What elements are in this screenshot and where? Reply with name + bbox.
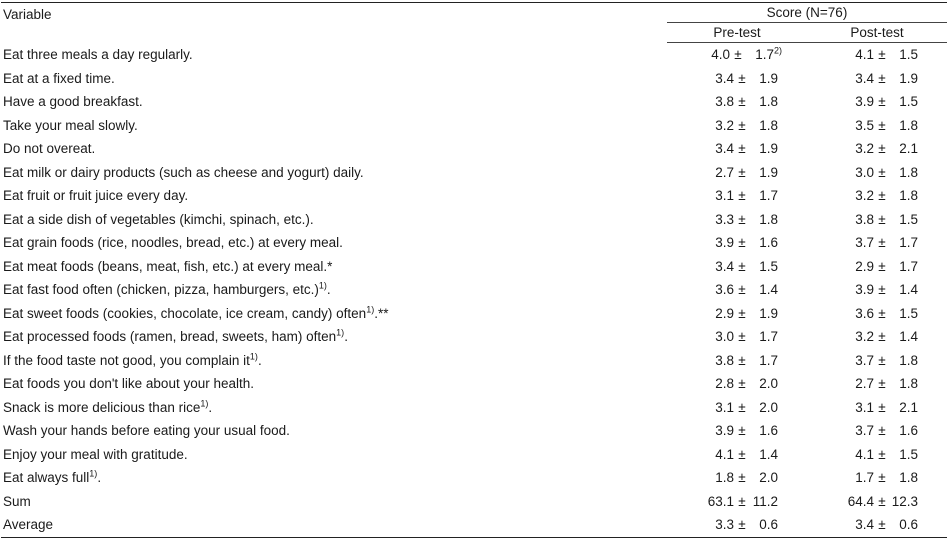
pre-mean: 63.1 bbox=[707, 493, 734, 509]
row-label bbox=[1, 396, 667, 420]
table-body bbox=[1, 43, 947, 538]
plus-minus: ± bbox=[878, 117, 886, 133]
pre-sd: 1.9 bbox=[759, 141, 778, 157]
post-sd: 0.6 bbox=[899, 517, 918, 533]
post-mean: 3.8 bbox=[855, 211, 874, 227]
post-test-value bbox=[807, 255, 947, 279]
pre-mean: 3.1 bbox=[715, 399, 734, 415]
pre-sd: 1.8 bbox=[759, 211, 778, 227]
post-mean: 1.7 bbox=[855, 470, 874, 486]
pre-sd: 0.6 bbox=[759, 517, 778, 533]
plus-minus: ± bbox=[878, 352, 886, 368]
row-label-text: Eat fast food often (chicken, pizza, hamburgers, etc.) bbox=[3, 282, 319, 298]
score-table bbox=[1, 2, 947, 538]
pre-test-header: Pre-test bbox=[667, 23, 807, 43]
pre-sd: 1.9 bbox=[759, 305, 778, 321]
row-label-text: Have a good breakfast. bbox=[3, 94, 143, 110]
pre-test-value bbox=[667, 90, 807, 114]
row-label-text: Eat always full bbox=[3, 470, 90, 486]
pre-sd: 1.6 bbox=[759, 423, 778, 439]
pre-sd: 1.9 bbox=[759, 164, 778, 180]
row-label-text: Do not overeat. bbox=[3, 141, 96, 157]
plus-minus: ± bbox=[734, 47, 742, 63]
post-sd: 1.8 bbox=[899, 117, 918, 133]
row-label-text: Enjoy your meal with gratitude. bbox=[3, 446, 188, 462]
row-label-text: Eat a side dish of vegetables (kimchi, spinach, etc.). bbox=[3, 211, 314, 227]
variable-header: Variable bbox=[1, 3, 667, 43]
table-row bbox=[1, 513, 947, 537]
row-label bbox=[1, 208, 667, 232]
plus-minus: ± bbox=[878, 258, 886, 274]
table-row bbox=[1, 184, 947, 208]
plus-minus: ± bbox=[738, 282, 746, 298]
post-sd: 1.5 bbox=[899, 47, 918, 63]
pre-mean: 1.8 bbox=[715, 470, 734, 486]
post-mean: 3.9 bbox=[855, 94, 874, 110]
plus-minus: ± bbox=[878, 164, 886, 180]
pre-test-value bbox=[667, 372, 807, 396]
post-mean: 3.7 bbox=[855, 235, 874, 251]
post-mean: 3.2 bbox=[855, 329, 874, 345]
post-mean: 3.1 bbox=[855, 399, 874, 415]
plus-minus: ± bbox=[878, 376, 886, 392]
row-label bbox=[1, 302, 667, 326]
post-test-value bbox=[807, 302, 947, 326]
post-test-header: Post-test bbox=[807, 23, 947, 43]
pre-mean: 2.9 bbox=[715, 305, 734, 321]
post-test-value bbox=[807, 67, 947, 91]
table-row bbox=[1, 490, 947, 514]
row-label bbox=[1, 43, 667, 67]
pre-mean: 3.8 bbox=[715, 352, 734, 368]
row-label bbox=[1, 67, 667, 91]
row-label-text: Eat fruit or fruit juice every day. bbox=[3, 188, 189, 204]
pre-test-value bbox=[667, 443, 807, 467]
plus-minus: ± bbox=[878, 399, 886, 415]
pre-mean: 2.8 bbox=[715, 376, 734, 392]
plus-minus: ± bbox=[738, 376, 746, 392]
pre-test-value bbox=[667, 490, 807, 514]
plus-minus: ± bbox=[878, 70, 886, 86]
pre-test-value bbox=[667, 184, 807, 208]
post-sd: 2.1 bbox=[899, 141, 918, 157]
pre-mean: 3.4 bbox=[715, 141, 734, 157]
pre-sd: 1.6 bbox=[759, 235, 778, 251]
table-row bbox=[1, 43, 947, 67]
table-row bbox=[1, 137, 947, 161]
table-row bbox=[1, 255, 947, 279]
pre-test-value bbox=[667, 278, 807, 302]
footnote-marker: 1) bbox=[200, 398, 209, 409]
pre-test-value bbox=[667, 466, 807, 490]
post-mean: 3.0 bbox=[855, 164, 874, 180]
pre-test-value bbox=[667, 161, 807, 185]
pre-mean: 3.1 bbox=[715, 188, 734, 204]
plus-minus: ± bbox=[738, 470, 746, 486]
footnote-marker: 1) bbox=[249, 351, 258, 362]
plus-minus: ± bbox=[878, 282, 886, 298]
plus-minus: ± bbox=[738, 94, 746, 110]
post-mean: 3.5 bbox=[855, 117, 874, 133]
post-test-value bbox=[807, 490, 947, 514]
post-mean: 4.1 bbox=[855, 47, 874, 63]
table-row bbox=[1, 466, 947, 490]
post-sd: 1.8 bbox=[899, 352, 918, 368]
post-sd: 1.5 bbox=[899, 94, 918, 110]
significance-marker: .** bbox=[374, 305, 389, 321]
plus-minus: ± bbox=[738, 235, 746, 251]
pre-sd: 1.7 bbox=[755, 47, 774, 63]
plus-minus: ± bbox=[738, 352, 746, 368]
plus-minus: ± bbox=[738, 188, 746, 204]
post-sd: 2.1 bbox=[899, 399, 918, 415]
row-label bbox=[1, 137, 667, 161]
post-mean: 3.7 bbox=[855, 423, 874, 439]
pre-sd: 1.7 bbox=[759, 329, 778, 345]
significance-marker: . bbox=[208, 399, 213, 415]
post-sd: 1.7 bbox=[899, 258, 918, 274]
table-row bbox=[1, 302, 947, 326]
table-row bbox=[1, 349, 947, 373]
post-sd: 1.5 bbox=[899, 446, 918, 462]
post-mean: 2.9 bbox=[855, 258, 874, 274]
plus-minus: ± bbox=[878, 188, 886, 204]
plus-minus: ± bbox=[738, 164, 746, 180]
pre-mean: 3.2 bbox=[715, 117, 734, 133]
table-row bbox=[1, 325, 947, 349]
row-label-text: Eat sweet foods (cookies, chocolate, ice cream, candy) often bbox=[3, 305, 367, 321]
plus-minus: ± bbox=[878, 47, 886, 63]
pre-test-value bbox=[667, 67, 807, 91]
pre-test-value bbox=[667, 43, 807, 67]
row-label bbox=[1, 325, 667, 349]
table-row bbox=[1, 396, 947, 420]
significance-marker: . bbox=[97, 470, 102, 486]
pre-test-value bbox=[667, 325, 807, 349]
pre-sd: 2.0 bbox=[759, 399, 778, 415]
table-row bbox=[1, 419, 947, 443]
pre-sd: 1.7 bbox=[759, 188, 778, 204]
post-sd: 1.5 bbox=[899, 211, 918, 227]
plus-minus: ± bbox=[738, 211, 746, 227]
pre-mean: 3.3 bbox=[715, 517, 734, 533]
pre-mean: 3.9 bbox=[715, 235, 734, 251]
pre-sd: 1.8 bbox=[759, 117, 778, 133]
row-label-text: Average bbox=[3, 517, 54, 533]
pre-sd: 2.0 bbox=[759, 376, 778, 392]
post-sd: 1.4 bbox=[899, 329, 918, 345]
table-row bbox=[1, 372, 947, 396]
plus-minus: ± bbox=[878, 517, 886, 533]
post-test-value bbox=[807, 349, 947, 373]
significance-marker: . bbox=[257, 352, 262, 368]
plus-minus: ± bbox=[738, 141, 746, 157]
row-label-text: Sum bbox=[3, 493, 31, 509]
row-label-text: Eat milk or dairy products (such as cheese and yogurt) daily. bbox=[3, 164, 364, 180]
pre-note: 2) bbox=[773, 45, 782, 56]
row-label-text: Take your meal slowly. bbox=[3, 117, 138, 133]
post-mean: 4.1 bbox=[855, 446, 874, 462]
post-mean: 64.4 bbox=[847, 493, 874, 509]
plus-minus: ± bbox=[738, 117, 746, 133]
post-test-value bbox=[807, 43, 947, 67]
post-sd: 1.8 bbox=[899, 188, 918, 204]
post-test-value bbox=[807, 90, 947, 114]
pre-sd: 1.4 bbox=[759, 282, 778, 298]
footnote-marker: 1) bbox=[318, 280, 327, 291]
plus-minus: ± bbox=[878, 470, 886, 486]
plus-minus: ± bbox=[738, 70, 746, 86]
score-header: Score (N=76) bbox=[667, 3, 947, 23]
post-sd: 1.8 bbox=[899, 164, 918, 180]
table-row bbox=[1, 90, 947, 114]
post-sd: 1.5 bbox=[899, 305, 918, 321]
plus-minus: ± bbox=[738, 258, 746, 274]
plus-minus: ± bbox=[878, 329, 886, 345]
plus-minus: ± bbox=[738, 493, 746, 509]
row-label bbox=[1, 349, 667, 373]
significance-marker: . bbox=[344, 329, 348, 345]
row-label bbox=[1, 278, 667, 302]
post-sd: 1.6 bbox=[899, 423, 918, 439]
post-test-value bbox=[807, 372, 947, 396]
table-row bbox=[1, 208, 947, 232]
post-sd: 1.7 bbox=[899, 235, 918, 251]
pre-mean: 2.7 bbox=[715, 164, 734, 180]
pre-mean: 3.4 bbox=[715, 258, 734, 274]
post-test-value bbox=[807, 466, 947, 490]
footnote-marker: 1) bbox=[89, 468, 98, 479]
row-label bbox=[1, 114, 667, 138]
plus-minus: ± bbox=[878, 94, 886, 110]
post-sd: 12.3 bbox=[891, 493, 918, 509]
pre-mean: 3.3 bbox=[715, 211, 734, 227]
plus-minus: ± bbox=[738, 399, 746, 415]
row-label-text: Eat processed foods (ramen, bread, sweets, ham) often bbox=[3, 329, 337, 345]
table-row bbox=[1, 67, 947, 91]
plus-minus: ± bbox=[738, 423, 746, 439]
row-label-text: Wash your hands before eating your usual food. bbox=[3, 423, 290, 439]
pre-sd: 1.9 bbox=[759, 70, 778, 86]
row-label bbox=[1, 466, 667, 490]
pre-mean: 4.0 bbox=[711, 47, 730, 63]
pre-sd: 1.4 bbox=[759, 446, 778, 462]
pre-sd: 1.5 bbox=[759, 258, 778, 274]
plus-minus: ± bbox=[878, 235, 886, 251]
post-test-value bbox=[807, 513, 947, 537]
post-mean: 3.6 bbox=[855, 305, 874, 321]
post-mean: 3.2 bbox=[855, 188, 874, 204]
row-label-text: Eat grain foods (rice, noodles, bread, etc.) at every meal. bbox=[3, 235, 343, 251]
row-label bbox=[1, 161, 667, 185]
row-label-text: Eat meat foods (beans, meat, fish, etc.) at every meal.* bbox=[3, 258, 333, 274]
row-label-text: If the food taste not good, you complain it bbox=[3, 352, 250, 368]
pre-sd: 1.8 bbox=[759, 94, 778, 110]
table-row bbox=[1, 231, 947, 255]
significance-marker: . bbox=[326, 282, 331, 298]
row-label-text: Eat foods you don't like about your health. bbox=[3, 376, 254, 392]
plus-minus: ± bbox=[878, 305, 886, 321]
pre-mean: 3.8 bbox=[715, 94, 734, 110]
pre-test-value bbox=[667, 419, 807, 443]
pre-mean: 4.1 bbox=[715, 446, 734, 462]
plus-minus: ± bbox=[738, 446, 746, 462]
pre-test-value bbox=[667, 255, 807, 279]
row-label bbox=[1, 443, 667, 467]
pre-test-value bbox=[667, 208, 807, 232]
pre-test-value bbox=[667, 513, 807, 537]
pre-test-value bbox=[667, 349, 807, 373]
plus-minus: ± bbox=[878, 446, 886, 462]
post-test-value bbox=[807, 396, 947, 420]
row-label bbox=[1, 419, 667, 443]
post-test-value bbox=[807, 278, 947, 302]
plus-minus: ± bbox=[738, 329, 746, 345]
post-test-value bbox=[807, 114, 947, 138]
plus-minus: ± bbox=[878, 493, 886, 509]
row-label bbox=[1, 90, 667, 114]
post-test-value bbox=[807, 419, 947, 443]
post-sd: 1.9 bbox=[899, 70, 918, 86]
post-mean: 3.7 bbox=[855, 352, 874, 368]
post-test-value bbox=[807, 325, 947, 349]
plus-minus: ± bbox=[738, 517, 746, 533]
plus-minus: ± bbox=[878, 141, 886, 157]
pre-test-value bbox=[667, 231, 807, 255]
row-label-text: Eat at a fixed time. bbox=[3, 70, 115, 86]
row-label bbox=[1, 231, 667, 255]
table-row bbox=[1, 161, 947, 185]
post-sd: 1.8 bbox=[899, 376, 918, 392]
pre-test-value bbox=[667, 137, 807, 161]
table-row bbox=[1, 443, 947, 467]
table-row bbox=[1, 114, 947, 138]
post-mean: 3.9 bbox=[855, 282, 874, 298]
footnote-marker: 1) bbox=[366, 304, 375, 315]
row-label bbox=[1, 513, 667, 537]
table-row bbox=[1, 278, 947, 302]
post-test-value bbox=[807, 208, 947, 232]
plus-minus: ± bbox=[878, 211, 886, 227]
post-test-value bbox=[807, 184, 947, 208]
post-test-value bbox=[807, 137, 947, 161]
plus-minus: ± bbox=[738, 305, 746, 321]
footnote-marker: 1) bbox=[336, 327, 345, 338]
pre-sd: 2.0 bbox=[759, 470, 778, 486]
row-label-text: Snack is more delicious than rice bbox=[3, 399, 201, 415]
post-test-value bbox=[807, 161, 947, 185]
pre-sd: 11.2 bbox=[752, 493, 778, 509]
post-mean: 2.7 bbox=[855, 376, 874, 392]
pre-mean: 3.6 bbox=[715, 282, 734, 298]
plus-minus: ± bbox=[878, 423, 886, 439]
pre-mean: 3.0 bbox=[715, 329, 734, 345]
post-test-value bbox=[807, 231, 947, 255]
pre-mean: 3.9 bbox=[715, 423, 734, 439]
pre-mean: 3.4 bbox=[715, 70, 734, 86]
post-sd: 1.4 bbox=[899, 282, 918, 298]
pre-sd: 1.7 bbox=[759, 352, 778, 368]
pre-test-value bbox=[667, 114, 807, 138]
post-mean: 3.4 bbox=[855, 70, 874, 86]
row-label bbox=[1, 255, 667, 279]
row-label bbox=[1, 490, 667, 514]
row-label-text: Eat three meals a day regularly. bbox=[3, 47, 193, 62]
post-mean: 3.2 bbox=[855, 141, 874, 157]
row-label bbox=[1, 184, 667, 208]
row-label bbox=[1, 372, 667, 396]
post-mean: 3.4 bbox=[855, 517, 874, 533]
post-test-value bbox=[807, 443, 947, 467]
pre-test-value bbox=[667, 396, 807, 420]
post-sd: 1.8 bbox=[899, 470, 918, 486]
pre-test-value bbox=[667, 302, 807, 326]
